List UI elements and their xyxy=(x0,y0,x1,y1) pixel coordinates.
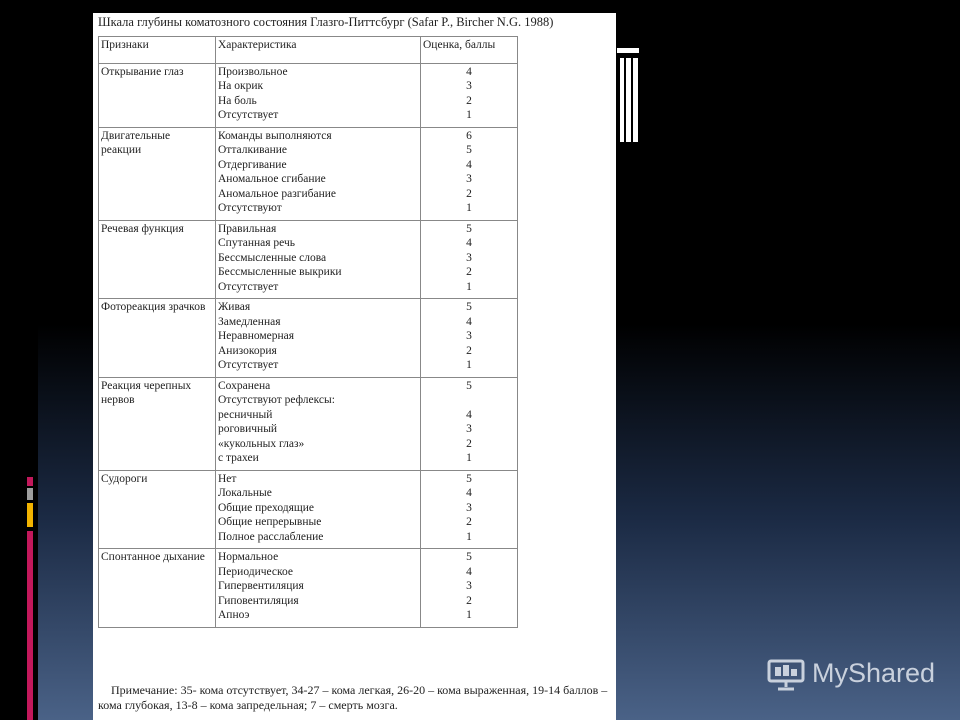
characteristic-item: Спутанная речь xyxy=(218,237,296,249)
document-title: Шкала глубины коматозного состояния Глазго-Питтсбург (Safar P., Bircher N.G. 1988) xyxy=(98,15,554,29)
characteristic-item: Аномальное разгибание xyxy=(218,187,337,200)
score-value: 3 xyxy=(466,173,472,185)
table-header-row xyxy=(99,37,518,64)
characteristic-item: ресничный xyxy=(218,408,273,421)
characteristic-item: Локальные xyxy=(218,487,272,499)
score-value: 5 xyxy=(466,144,472,156)
score-value: 2 xyxy=(466,266,472,278)
characteristic-item: Общие преходящие xyxy=(218,501,314,514)
score-value: 2 xyxy=(466,344,472,357)
score-value: 4 xyxy=(466,408,472,421)
score-value: 5 xyxy=(466,222,472,235)
white-accent-bar xyxy=(620,58,624,142)
score-value: 3 xyxy=(466,501,472,514)
glasgow-pittsburgh-table xyxy=(98,36,518,628)
score-value: 2 xyxy=(466,516,472,528)
sign-cell: Открывание глаз xyxy=(99,63,216,127)
sign-cell: Спонтанное дыхание xyxy=(99,549,216,628)
score-value: 5 xyxy=(466,551,472,563)
characteristic-item: На окрик xyxy=(218,80,264,92)
header-characteristic: Характеристика xyxy=(216,37,421,64)
score-value: 2 xyxy=(466,594,472,607)
note-text: Примечание: 35- кома отсутствует, 34-27 – кома легкая, 26-20 – кома выраженная, 19-14 баллов – кома глубокая, 13-8 – кома запредельная; 7 – смерть мозга. xyxy=(98,683,608,712)
presentation-screen-icon xyxy=(767,657,805,691)
characteristic-cell xyxy=(216,470,421,549)
score-value: 5 xyxy=(466,472,472,485)
characteristic-item: Гиповентиляция xyxy=(218,594,299,607)
score-value: 4 xyxy=(466,487,472,499)
white-accent-line xyxy=(617,48,639,53)
score-cell xyxy=(421,127,518,220)
score-value: 1 xyxy=(466,452,472,464)
characteristic-item: «кукольных глаз» xyxy=(218,437,305,450)
score-value: 2 xyxy=(466,187,472,200)
score-value: 1 xyxy=(466,280,472,293)
score-value: 1 xyxy=(466,530,472,543)
score-value: 3 xyxy=(466,80,472,92)
score-value: 3 xyxy=(466,330,472,342)
characteristic-cell xyxy=(216,127,421,220)
characteristic-cell xyxy=(216,299,421,378)
characteristic-item: Сохранена xyxy=(218,379,271,392)
yellow-accent-bar xyxy=(27,503,33,527)
score-value: 4 xyxy=(466,237,472,249)
gray-accent-bar xyxy=(27,488,33,500)
sign-cell: Двигательные реакции xyxy=(99,127,216,220)
header-sign: Признаки xyxy=(99,37,216,64)
characteristic-item: Гипервентиляция xyxy=(218,580,304,592)
characteristic-item: Бессмысленные выкрики xyxy=(218,266,342,278)
score-cell xyxy=(421,63,518,127)
table-row xyxy=(99,299,518,378)
score-value: 3 xyxy=(466,423,472,435)
characteristic-item: Отсутствует xyxy=(218,280,279,293)
score-cell xyxy=(421,377,518,470)
white-accent-bar xyxy=(633,58,638,142)
score-value: 3 xyxy=(466,251,472,264)
characteristic-item: Аномальное сгибание xyxy=(218,173,326,185)
characteristic-item: Произвольное xyxy=(218,65,288,78)
characteristic-item: Правильная xyxy=(218,222,277,235)
score-cell xyxy=(421,549,518,628)
characteristic-cell xyxy=(216,63,421,127)
characteristic-item: Апноэ xyxy=(218,609,250,621)
score-value: 4 xyxy=(466,315,472,328)
score-value: 2 xyxy=(466,437,472,450)
score-value: 1 xyxy=(466,109,472,121)
sign-cell: Судороги xyxy=(99,470,216,549)
characteristic-cell xyxy=(216,220,421,299)
table-row xyxy=(99,127,518,220)
score-value: 6 xyxy=(466,129,472,142)
characteristic-item: Бессмысленные слова xyxy=(218,251,327,264)
characteristic-item: Анизокория xyxy=(218,344,277,357)
characteristic-item: Живая xyxy=(218,301,251,313)
characteristic-item: Неравномерная xyxy=(218,330,295,342)
score-value: 1 xyxy=(466,202,472,214)
table-row xyxy=(99,470,518,549)
white-accent-bar xyxy=(626,58,631,142)
myshared-logo-text: MyShared xyxy=(812,658,936,688)
score-value: 4 xyxy=(466,565,472,578)
characteristic-item: с трахеи xyxy=(218,452,259,464)
sign-cell: Фотореакция зрачков xyxy=(99,299,216,378)
characteristic-item: Отсутствует xyxy=(218,359,279,371)
characteristic-cell xyxy=(216,377,421,470)
characteristic-item: Нормальное xyxy=(218,551,279,563)
score-value: 4 xyxy=(466,158,472,171)
table-row xyxy=(99,220,518,299)
characteristic-item: Отсутствуют xyxy=(218,202,282,214)
score-value: 3 xyxy=(466,580,472,592)
characteristic-item: Отталкивание xyxy=(218,144,287,156)
score-cell xyxy=(421,220,518,299)
score-value: 2 xyxy=(466,94,472,107)
score-value: 5 xyxy=(466,379,472,392)
characteristic-item: На боль xyxy=(218,94,257,107)
characteristic-item: Отсутствует xyxy=(218,109,279,121)
score-cell xyxy=(421,299,518,378)
characteristic-item: Периодическое xyxy=(218,565,294,578)
characteristic-item: Отсутствуют рефлексы: xyxy=(218,394,335,406)
myshared-logo xyxy=(767,655,942,695)
score-value: 5 xyxy=(466,301,472,313)
table-row xyxy=(99,63,518,127)
header-score: Оценка, баллы xyxy=(421,37,518,64)
characteristic-item: Отдергивание xyxy=(218,158,287,171)
characteristic-item: роговичный xyxy=(218,423,278,435)
characteristic-item: Полное расслабление xyxy=(218,530,324,543)
document-page xyxy=(93,13,616,720)
sign-cell: Реакция черепных нервов xyxy=(99,377,216,470)
score-value: 1 xyxy=(466,359,472,371)
score-value: 4 xyxy=(466,65,472,78)
score-value xyxy=(423,393,515,408)
characteristic-item: Замедленная xyxy=(218,315,281,328)
characteristic-item: Команды выполняются xyxy=(218,129,332,142)
score-value: 1 xyxy=(466,609,472,621)
score-cell xyxy=(421,470,518,549)
sign-cell: Речевая функция xyxy=(99,220,216,299)
characteristic-item: Нет xyxy=(218,472,237,485)
table-row xyxy=(99,377,518,470)
table-row xyxy=(99,549,518,628)
characteristic-item: Общие непрерывные xyxy=(218,516,322,528)
characteristic-cell xyxy=(216,549,421,628)
magenta-accent-bar-long xyxy=(27,531,33,720)
magenta-accent-bar xyxy=(27,477,33,486)
